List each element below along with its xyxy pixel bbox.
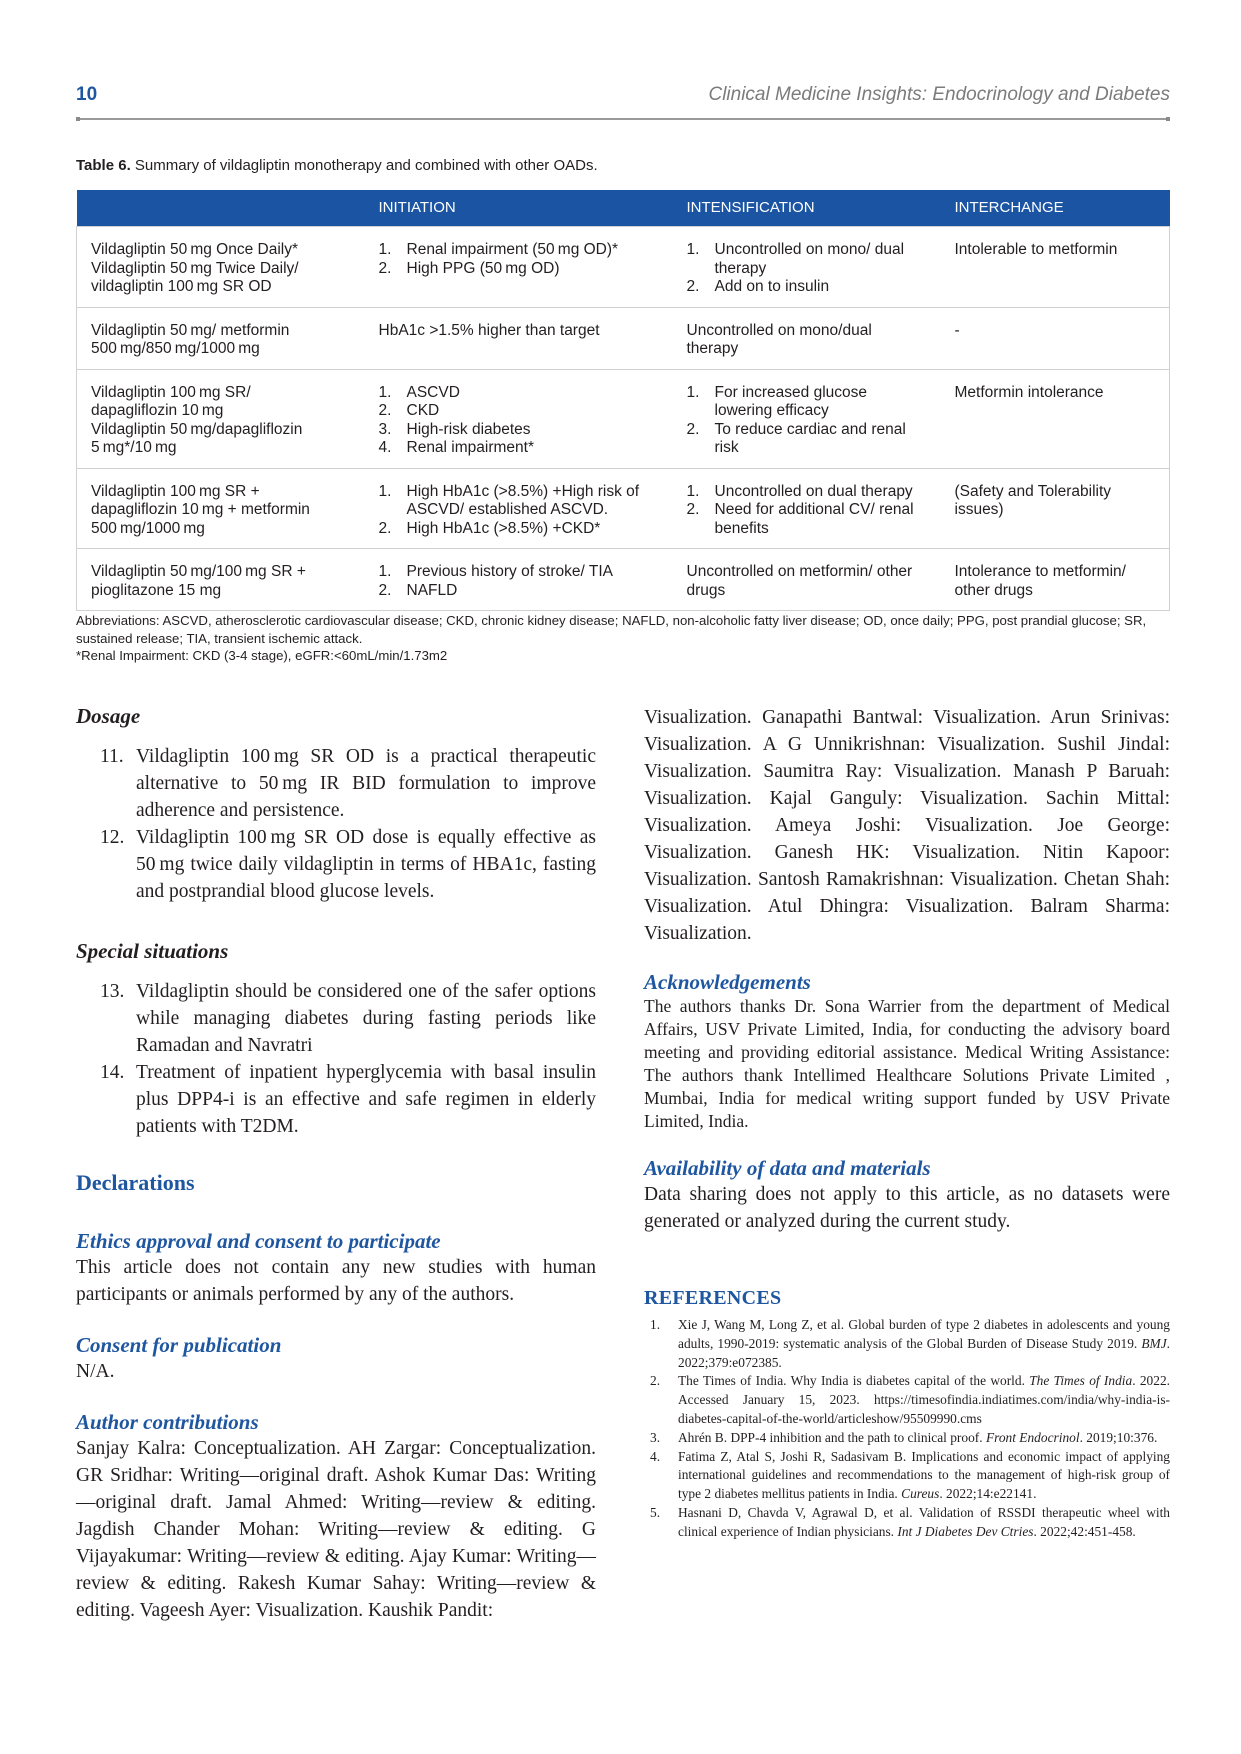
initiation-list [379,483,659,539]
reference-item [644,1429,1170,1448]
initiation-cell [365,549,673,611]
availability-text: Data sharing does not apply to this article, as no datasets were generated or analyzed during the current study. [644,1184,1170,1232]
item-number: 2. [378,519,392,537]
list-item [379,582,659,601]
running-header [76,84,1170,104]
column-header-drug [77,190,365,227]
interchange-cell: (Safety and Tolerability issues) [941,468,1170,549]
item-text: Vildagliptin 100 mg SR OD dose is equally effective as 50 mg twice daily vildagliptin in terms of HBA1c, fasting and postprandial blood glucose levels. [136,827,596,902]
table-footnote: *Renal Impairment: CKD (3-4 stage), eGFR:<60mL/min/1.73m2 [76,648,448,663]
list-item [379,439,659,458]
drug-line: 500 mg/1000 mg [91,519,205,537]
special-situations-heading: Special situations [76,939,229,963]
ethics-text: This article does not contain any new studies with human participants or animals performed by any of the authors. [76,1257,596,1305]
page-number: 10 [76,84,98,105]
reference-item [644,1372,1170,1428]
item-text: Vildagliptin should be considered one of the safer options while managing diabetes during fasting periods like Ramadan and Navratri [136,981,596,1056]
list-item [76,743,596,824]
initiation-cell [365,227,673,308]
reference-journal: Int J Diabetes Dev Ctries [897,1523,1034,1539]
reference-citation: . 2022;379:e072385. [678,1335,1170,1370]
author-contributions-text: Sanjay Kalra: Conceptualization. AH Zargar: Conceptualization. GR Sridhar: Writing—original draft. Ashok Kumar Das: Writing—original draft. Jamal Ahmed: Writing—review & editing. Jagdish Chander Mohan: Writing—review & editing. G Vijayakumar: Writing—review & editing. Ajay Kumar: Writing—review & editing. Rakesh Kumar Sahay: Writing—review & editing. Vageesh Ayer: Visualization. Kaushik Pandit: [76,1438,596,1621]
initiation-cell [365,369,673,468]
initiation-cell [365,468,673,549]
item-text: Add on to insulin [714,278,830,295]
initiation-list [379,241,659,278]
drug-line: dapagliflozin 10 mg + metformin [91,501,310,518]
reference-text: Ahrén B. DPP-4 inhibition and the path to clinical proof. [678,1429,986,1445]
intensification-list [687,384,927,458]
list-item [76,1059,596,1140]
consent-text: N/A. [76,1361,115,1382]
interchange-cell: Metformin intolerance [941,369,1170,468]
table-caption-label: Table 6. [76,157,131,174]
list-item [379,421,659,440]
reference-number: 2. [650,1373,661,1389]
item-number: 14. [100,1062,125,1083]
summary-table [76,190,1170,611]
consent-heading: Consent for publication [76,1333,282,1357]
reference-number: 5. [650,1504,661,1520]
table-abbreviations: Abbreviations: ASCVD, atherosclerotic cardiovascular disease; CKD, chronic kidney disease; NAFLD, non-alcoholic fatty liver disease; OD, once daily; PPG, post prandial glucose; SR, sustained release; TIA, transient ischemic attack. [76,613,1147,646]
table-caption-text: Summary of vildagliptin monotherapy and combined with other OADs. [130,157,598,174]
drug-line: 5 mg*/10 mg [91,439,177,456]
column-header-initiation: INITIATION [365,190,673,227]
reference-item [644,1504,1170,1542]
item-number: 2. [378,402,392,419]
item-number: 1. [686,241,700,258]
reference-text: Xie J, Wang M, Long Z, et al. Global burden of type 2 diabetes in adolescents and young adults, 1990-2019: systematic analysis of the Global Burden of Disease Study 2019. [678,1317,1170,1351]
intensification-cell [673,369,941,468]
reference-journal: Front Endocrinol [985,1429,1080,1445]
list-item [379,483,659,520]
drug-line: Vildagliptin 50 mg Twice Daily/ [91,259,299,277]
item-text: To reduce cardiac and renal risk [714,420,906,456]
table-row [77,468,1170,549]
list-item [687,501,927,538]
author-contributions-continued: Visualization. Ganapathi Bantwal: Visualization. Arun Srinivas: Visualization. A G Unnikrishnan: Visualization. Sushil Jindal: Visualization. Saumitra Ray: Visualization. Manash P Baruah: Visualization. Kajal Ganguly: Visualization. Sachin Mittal: Visualization. Ameya Joshi: Visualization. Joe George: Visualization. Ganesh HK: Visualization. Nitin Kapoor: Visualization. Santosh Ramakrishnan: Visualization. Chetan Shah: Visualization. Atul Dhingra: Visualization. Balram Sharma: Visualization. [644,707,1170,944]
item-number: 1. [378,241,392,258]
list-item [76,824,596,905]
item-text: NAFLD [406,581,458,599]
item-number: 2. [686,278,700,295]
list-item [687,421,927,458]
item-number: 1. [378,383,392,401]
right-column [644,704,1170,1542]
item-text: High-risk diabetes [406,420,531,438]
table-row [77,307,1170,369]
reference-citation: . 2022;14:e22141. [939,1486,1037,1502]
initiation-list [379,563,659,600]
item-text: High PPG (50 mg OD) [406,259,560,277]
interchange-cell: Intolerance to metformin/ other drugs [941,549,1170,611]
drug-cell [77,307,365,369]
item-number: 4. [378,439,392,456]
intensification-cell: Uncontrolled on metformin/ other drugs [673,549,941,611]
reference-citation: . 2019;10:376. [1079,1429,1158,1445]
reference-text: The Times of India. Why India is diabetes capital of the world. [678,1373,1030,1389]
reference-item [644,1448,1170,1504]
item-number: 2. [686,420,700,438]
reference-journal: The Times of India [1029,1373,1133,1389]
table-header-row [77,190,1170,227]
list-item [76,978,596,1059]
item-text: ASCVD [406,383,460,401]
initiation-cell: HbA1c >1.5% higher than target [365,307,673,369]
item-text: CKD [406,402,440,419]
references-list [644,1316,1170,1542]
drug-line: dapagliflozin 10 mg [91,402,224,419]
item-number: 2. [686,501,700,518]
intensification-cell [673,227,941,308]
item-text: Renal impairment (50 mg OD)* [406,241,619,258]
initiation-list [379,384,659,458]
item-number: 1. [378,563,392,580]
item-number: 11. [100,746,124,767]
list-item [379,520,659,539]
reference-item [644,1316,1170,1372]
item-text: Renal impairment* [406,439,534,456]
reference-text: Hasnani D, Chavda V, Agrawal D, et al. Validation of RSSDI therapeutic wheel with clinical experience of Indian physicians. [678,1504,1170,1539]
drug-line: 500 mg/850 mg/1000 mg [91,340,260,357]
dosage-list [76,743,596,905]
reference-journal: Cureus [901,1486,940,1502]
journal-title: Clinical Medicine Insights: Endocrinology and Diabetes [708,84,1170,105]
reference-number: 3. [650,1429,661,1445]
drug-line: Vildagliptin 100 mg SR + [91,482,260,500]
list-item [379,241,659,260]
item-text: Previous history of stroke/ TIA [406,563,613,580]
left-column [76,704,596,1624]
table-row [77,549,1170,611]
item-number: 2. [378,259,392,277]
list-item [687,483,927,502]
list-item [687,384,927,421]
item-text: Treatment of inpatient hyperglycemia with basal insulin plus DPP4-i is an effective and safe regimen in elderly patients with T2DM. [136,1062,596,1137]
item-number: 1. [686,482,700,500]
declarations-heading: Declarations [76,1170,195,1195]
drug-cell [77,369,365,468]
list-item [379,402,659,421]
item-number: 13. [100,981,125,1002]
interchange-cell: - [941,307,1170,369]
reference-citation: . 2022;42:451-458. [1033,1523,1136,1539]
list-item [379,563,659,582]
list-item [379,384,659,403]
item-text: High HbA1c (>8.5%) +CKD* [406,519,601,537]
list-item [379,260,659,279]
list-item [687,278,927,297]
column-header-intensification: INTENSIFICATION [673,190,941,227]
drug-cell [77,468,365,549]
table-notes [76,612,1170,665]
drug-line: vildagliptin 100 mg SR OD [91,278,272,295]
item-text: For increased glucose lowering efficacy [714,383,867,419]
reference-citation: . 2022. Accessed January 15, 2023. https://timesofindia.indiatimes.com/india/why-india-is-diabetes-capital-of-the-world/articleshow/95509990.cms [678,1373,1170,1426]
intensification-list [687,483,927,539]
dosage-heading: Dosage [76,704,141,728]
item-text: Uncontrolled on mono/ dual therapy [714,241,905,277]
drug-line: Vildagliptin 50 mg/100 mg SR + [91,563,306,580]
drug-line: Vildagliptin 50 mg/dapagliflozin [91,420,303,438]
summary-table-container [76,190,1170,611]
item-number: 1. [378,482,392,500]
table-row [77,369,1170,468]
author-contributions-heading: Author contributions [76,1410,259,1434]
item-text: Need for additional CV/ renal benefits [714,501,914,537]
acknowledgements-heading: Acknowledgements [644,970,811,994]
drug-cell [77,549,365,611]
drug-line: Vildagliptin 100 mg SR/ [91,383,251,401]
reference-text: Fatima Z, Atal S, Joshi R, Sadasivam B. Implications and economic impact of applying international guidelines and recommendations to the management of high-risk group of type 2 diabetes mellitus patients in India. [678,1448,1170,1502]
table-caption [76,157,598,174]
item-number: 3. [378,420,392,438]
ethics-heading: Ethics approval and consent to participate [76,1229,441,1253]
interchange-cell: Intolerable to metformin [941,227,1170,308]
item-number: 1. [686,383,700,401]
reference-journal: BMJ [1141,1335,1167,1351]
acknowledgements-text: The authors thanks Dr. Sona Warrier from the department of Medical Affairs, USV Private Limited, India, for conducting the advisory board meeting and providing editorial assistance. Medical Writing Assistance: The authors thank Intellimed Healthcare Solutions Private Limited , Mumbai, India for medical writing support funded by USV Private Limited, India. [644,996,1170,1131]
header-divider [76,118,1170,120]
list-item [687,241,927,278]
table-row [77,227,1170,308]
availability-heading: Availability of data and materials [644,1156,931,1180]
drug-cell [77,227,365,308]
drug-line: Vildagliptin 50 mg Once Daily* [91,241,299,258]
reference-number: 4. [650,1448,661,1464]
intensification-cell: Uncontrolled on mono/dual therapy [673,307,941,369]
drug-line: Vildagliptin 50 mg/ metformin [91,321,290,339]
item-text: Vildagliptin 100 mg SR OD is a practical therapeutic alternative to 50 mg IR BID formulation to improve adherence and persistence. [136,746,596,821]
item-number: 2. [378,581,392,599]
reference-number: 1. [650,1317,661,1332]
column-header-interchange: INTERCHANGE [941,190,1170,227]
special-situations-list [76,978,596,1140]
item-text: High HbA1c (>8.5%) +High risk of ASCVD/ established ASCVD. [406,482,640,518]
item-number: 12. [100,827,125,848]
drug-line: pioglitazone 15 mg [91,581,222,599]
intensification-cell [673,468,941,549]
item-text: Uncontrolled on dual therapy [714,482,913,500]
intensification-list [687,241,927,297]
references-heading: REFERENCES [644,1287,782,1309]
